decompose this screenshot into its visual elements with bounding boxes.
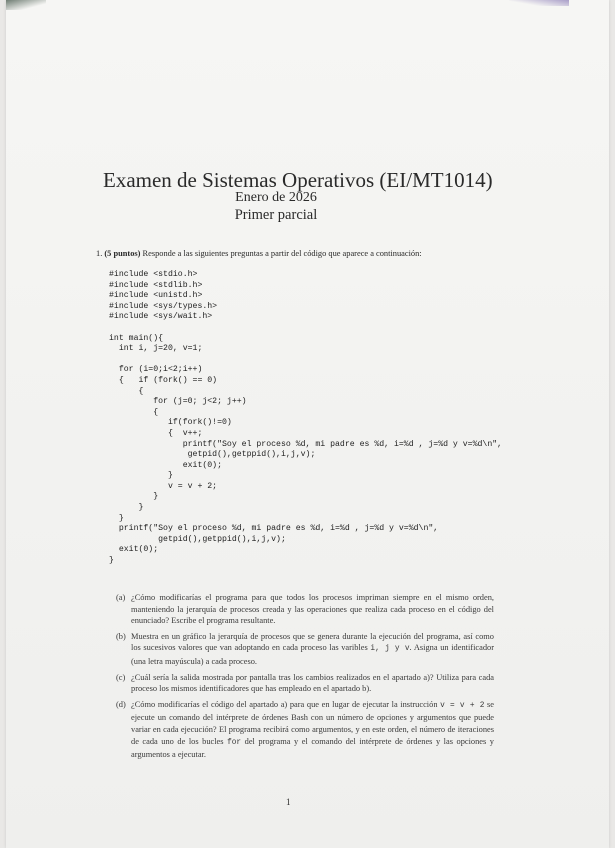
item-text: ¿Cómo modificarías el programa para que todos los procesos impriman siempre en el mismo orden, manteniendo la jerarquía de procesos creada y las operaciones que realiza cada proceso en el código del enunciado? Escribe el programa resultante. [131,593,494,626]
code-listing: #include <stdio.h> #include <stdlib.h> #include <unistd.h> #include <sys/types.h> #include <sys/wait.h> int main(){ int i, j=20, v=1; for (i=0;i<2;i++) { if (fork() == 0) { for (j=0; j<2; j++) { if(fork()!=0) { v++; printf("Soy el proceso %d, mi padre es %d, i=%d , j=%d y v=%d\n", getpid(),getppid(),i,j,v); exit(0); } v = v + 2; } } } printf("Soy el proceso %d, mi padre es %d, i=%d , j=%d y v=%d\n", getpid(),getppid(),i,j,v); exit(0); } [109,270,503,566]
exam-page [6,0,609,848]
paper-edge-shadow [6,0,46,10]
item-text-part: del programa y el comando del intérprete de órdenes y las opciones y argumentos a ejecutar. [131,736,494,760]
page-number: 1 [286,797,291,807]
item-b [116,631,494,668]
item-text-part: Muestra en un gráfico la jerarquía de procesos que se genera durante la ejecución del programa, así como los sucesivos valores que van adoptando en cada proceso las varibles [131,631,494,653]
item-c [116,672,494,695]
exam-title: Examen de Sistemas Operativos (EI/MT1014) [103,168,493,192]
item-a [116,592,494,627]
item-label: (b) [116,631,126,641]
question-items [116,592,494,765]
item-text-part: se ejecute un comando del intérprete de órdenes Bash con un número de opciones y argumentos que puede variar en cada ejecución? El programa recibirá como argumentos, y en este orden, el número de iteraciones de cada uno de los bucles [131,699,495,746]
item-d [116,699,494,761]
exam-part: Primer parcial [234,207,318,223]
item-label: (a) [116,593,126,602]
paper-edge-shadow [509,0,569,6]
item-vars: i, j y v [370,645,410,654]
exam-date: Enero de 2026 [235,190,317,205]
item-code: v = v + 2 [440,701,485,710]
item-text: ¿Cuál sería la salida mostrada por pantalla tras los cambios realizados en el apartado a)? Utiliza para cada proceso los mismos identificadores que has empleado en el apartado b). [131,672,494,694]
item-code: for [227,738,242,747]
question-points: (5 puntos) [104,249,141,258]
item-text-part: ¿Cómo modificarías el código del apartado a) para que en lugar de ejecutar la instrucción [131,699,438,709]
question-number: 1. [96,249,103,258]
item-text [131,631,494,668]
item-label: (c) [116,672,126,682]
question-prompt: Responde a las siguientes preguntas a partir del código que aparece a continuación: [142,249,422,258]
question-1-prompt [96,249,422,258]
item-label: (d) [116,699,126,709]
item-text-part: . Asigna un identificador (una letra mayúscula) a cada proceso. [131,643,495,666]
item-text [131,699,494,761]
